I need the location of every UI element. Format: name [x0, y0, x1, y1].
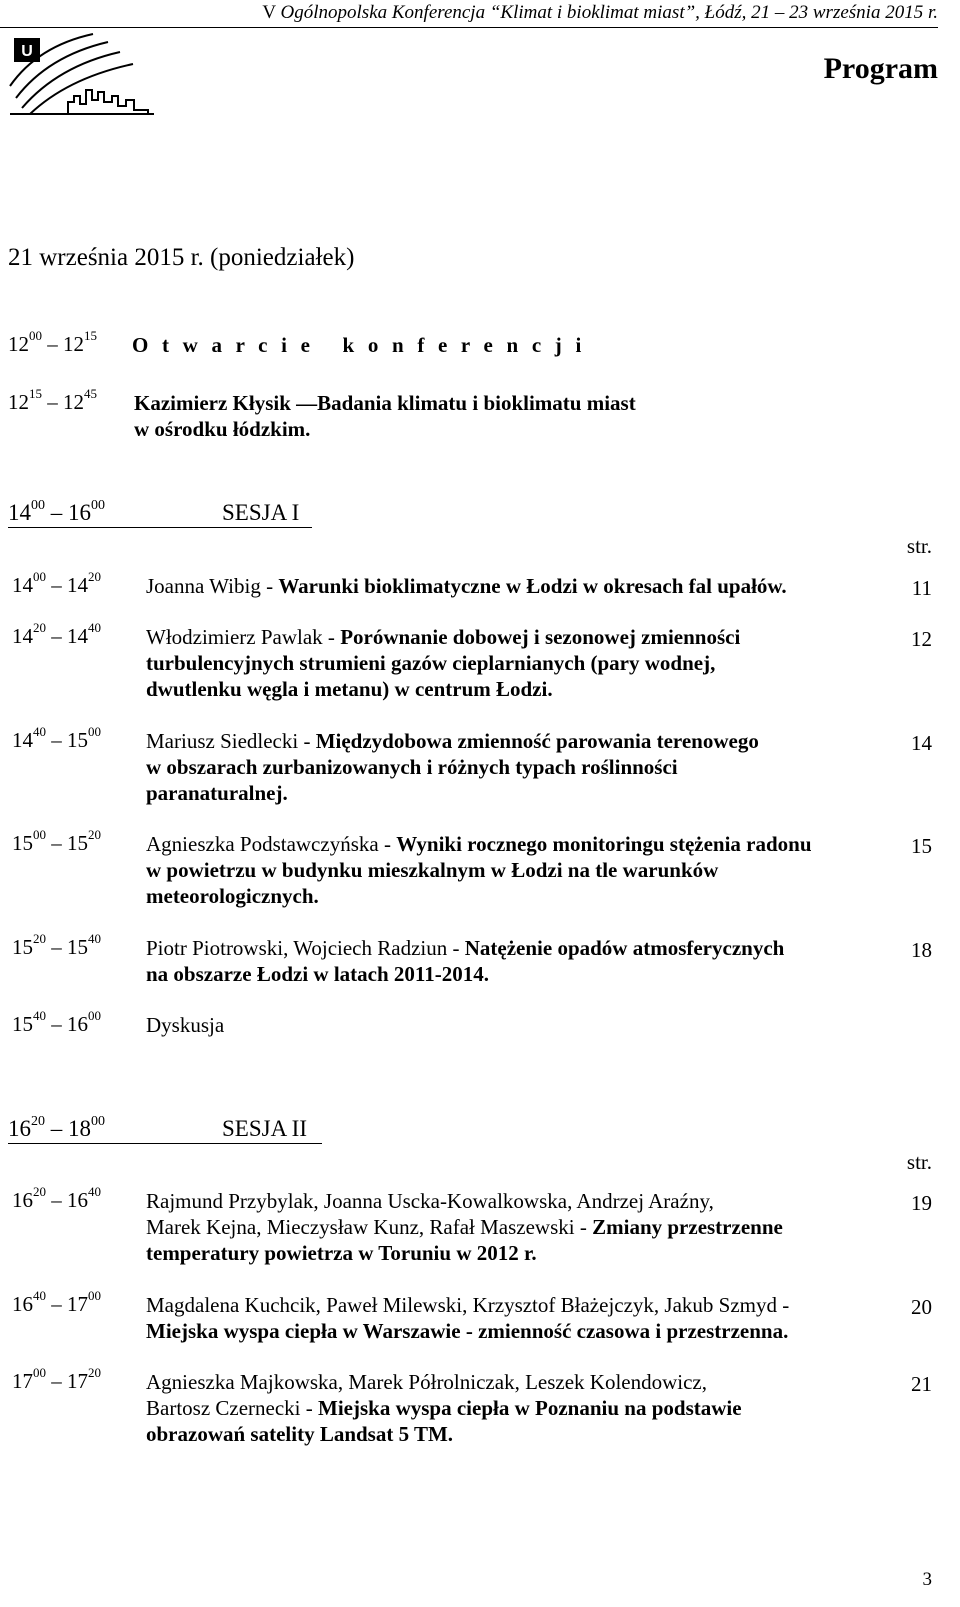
page-number: 15	[911, 834, 932, 858]
keynote-desc: Kazimierz Kłysik —Badania klimatu i bioklimatu miast w ośrodku łódzkim.	[134, 391, 636, 441]
str-label: str.	[906, 1150, 932, 1174]
svg-text:U: U	[21, 43, 33, 60]
conference-logo	[8, 26, 158, 118]
session1-title: SESJA I	[222, 500, 300, 525]
keynote-row	[8, 386, 928, 450]
page-number: 18	[911, 938, 932, 962]
session2-underline	[8, 1143, 322, 1144]
page-number: 21	[911, 1372, 932, 1396]
session2-time: $16^{20} - 18^{00}$	[8, 1114, 105, 1141]
page-number: 19	[911, 1191, 932, 1215]
footer-page-number: 3	[922, 1569, 932, 1590]
str-label: str.	[906, 534, 932, 558]
header-text: V Ogólnopolska Konferencja “Klimat i bioklimat miast”, Łódź, 21 – 23 września 2015 r.	[262, 2, 938, 23]
page-number: 14	[911, 731, 932, 755]
page-number: 11	[911, 576, 932, 600]
opening-title: O t w a r c i e k o n f e r e n c j i	[132, 333, 586, 357]
session1-underline	[8, 527, 312, 528]
session1-time: $14^{00} - 16^{00}$	[8, 498, 105, 525]
time-range: $12^{15} - 12^{45}$	[8, 386, 97, 414]
program-title: Program	[823, 52, 938, 85]
page-number: 12	[911, 627, 932, 651]
session2-title: SESJA II	[222, 1116, 307, 1141]
date-heading: 21 września 2015 r. (poniedziałek)	[8, 244, 355, 271]
time-range: $12^{00} - 12^{15}$	[8, 328, 97, 356]
page-number: 20	[911, 1295, 932, 1319]
opening-row	[8, 328, 928, 362]
